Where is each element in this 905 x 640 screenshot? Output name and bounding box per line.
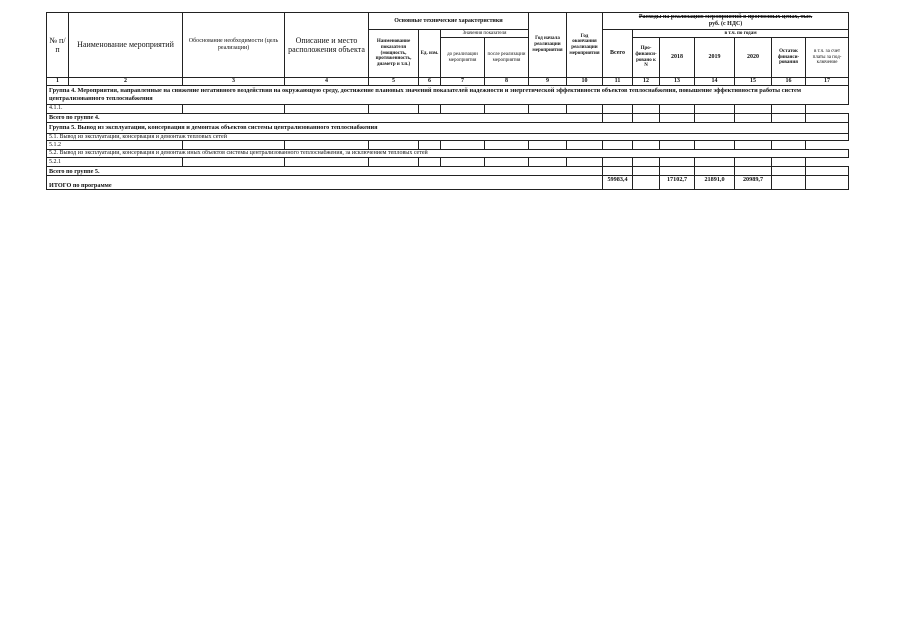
header-after: после реализации мероприятия xyxy=(485,38,529,78)
header-indicator-name: Наименование показателя (мощность, протяженность, диаметр и т.п.) xyxy=(369,30,419,78)
row-number: 5.1.2 xyxy=(47,141,183,150)
col-number: 2 xyxy=(69,78,183,86)
group4-total-label: Всего по группе 4. xyxy=(47,113,603,122)
grand-total-2019: 21891,0 xyxy=(695,176,735,190)
col-number: 14 xyxy=(695,78,735,86)
header-year-end: Год окончания реализации мероприятия xyxy=(567,13,603,78)
group5-total-label: Всего по группе 5. xyxy=(47,167,603,176)
group5-subsection-2: 5.2. Вывод из эксплуатации, консервация и демонтаж иных объектов системы централизованного теплоснабжения, за исключением тепловых сетей xyxy=(47,150,849,158)
grand-total-label: ИТОГО по программе xyxy=(47,176,603,190)
header-year-2018: 2018 xyxy=(660,38,695,78)
header-incl-connection-fee: в т.ч. за счет платы за под-ключение xyxy=(806,38,849,78)
group-total-row xyxy=(47,167,849,176)
group5-title: Группа 5. Вывод из эксплуатации, консервация и демонтаж объектов системы централизованного теплоснабжения xyxy=(47,122,849,133)
row-number: 5.2.1 xyxy=(47,158,183,167)
col-number: 7 xyxy=(441,78,485,86)
grand-total-value: 59983,4 xyxy=(603,176,633,190)
header-prefinanced: Про-финанси-ровано к N xyxy=(633,38,660,78)
col-number: 10 xyxy=(567,78,603,86)
header-by-years: в т.ч. по годам xyxy=(633,30,849,38)
investment-program-table xyxy=(46,12,849,190)
header-justification: Обоснование необходимости (цель реализации) xyxy=(183,13,285,78)
grand-total-2020: 20989,7 xyxy=(735,176,772,190)
col-number: 1 xyxy=(47,78,69,86)
col-number: 15 xyxy=(735,78,772,86)
header-year-2020: 2020 xyxy=(735,38,772,78)
group-total-row xyxy=(47,113,849,122)
header-expenses-line1: Расходы на реализацию мероприятий в прогнозных ценах, тыс. xyxy=(638,13,813,20)
header-unit: Ед. изм. xyxy=(419,30,441,78)
header-total: Всего xyxy=(603,30,633,78)
header-tech-characteristics: Основные технические характеристики xyxy=(369,13,529,30)
header-description: Описание и место расположения объекта xyxy=(285,13,369,78)
header-expenses-line2: руб. (с НДС) xyxy=(708,21,743,27)
header-before: до реализации мероприятия xyxy=(441,38,485,78)
col-number: 8 xyxy=(485,78,529,86)
table-row xyxy=(47,158,849,167)
grand-total-row xyxy=(47,176,849,190)
table-row xyxy=(47,104,849,113)
header-year-2019: 2019 xyxy=(695,38,735,78)
group5-subsection-1: 5.1. Вывод из эксплуатации, консервация и демонтаж тепловых сетей xyxy=(47,133,849,141)
row-number: 4.1.1. xyxy=(47,104,183,113)
header-number: № п/п xyxy=(47,13,69,78)
col-number: 4 xyxy=(285,78,369,86)
header-remaining: Остаток финанси-рования xyxy=(772,38,806,78)
col-number: 6 xyxy=(419,78,441,86)
col-number: 17 xyxy=(806,78,849,86)
header-expenses xyxy=(603,13,849,30)
col-number: 12 xyxy=(633,78,660,86)
col-number: 11 xyxy=(603,78,633,86)
col-number: 3 xyxy=(183,78,285,86)
header-indicator-values: Значения показателя xyxy=(441,30,529,38)
program-table-sheet xyxy=(46,12,848,190)
col-number: 5 xyxy=(369,78,419,86)
col-number: 13 xyxy=(660,78,695,86)
grand-total-2018: 17102,7 xyxy=(660,176,695,190)
header-name: Наименование мероприятий xyxy=(69,13,183,78)
col-number: 16 xyxy=(772,78,806,86)
header-year-start: Год начала реализации мероприятия xyxy=(529,13,567,78)
col-number: 9 xyxy=(529,78,567,86)
group4-title: Группа 4. Мероприятия, направленные на снижение негативного воздействия на окружающую среду, достижение плановых значений показателей надежности и энергетической эффективности объектов теплоснабжения, повышение эффективности работы систем централизованного теплоснабжения xyxy=(47,86,849,105)
table-row xyxy=(47,141,849,150)
